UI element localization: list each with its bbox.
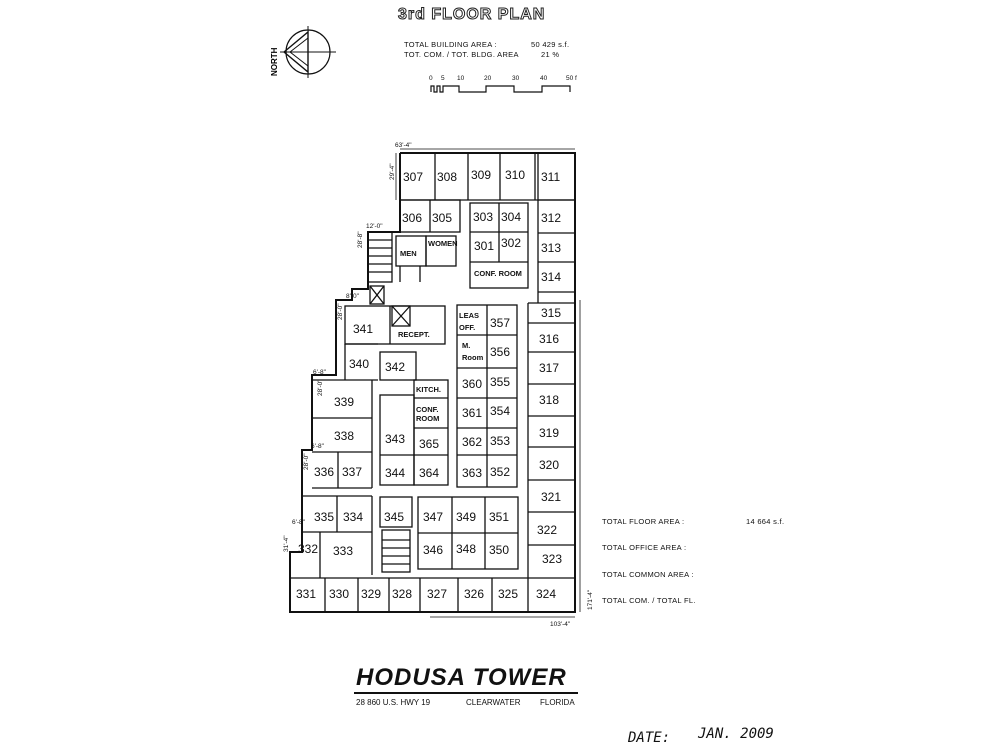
room-342: 342: [385, 360, 406, 374]
summary-label-floor-area: TOTAL FLOOR AREA :: [602, 517, 685, 526]
dim-6: 6'-8": [313, 369, 326, 376]
room-317: 317: [539, 361, 560, 375]
dim-bottom: 103'-4": [550, 621, 571, 628]
room-309: 309: [471, 168, 492, 182]
building-name: HODUSA TOWER: [356, 664, 567, 691]
room-329: 329: [361, 587, 382, 601]
label-men: MEN: [400, 249, 417, 258]
room-301: 301: [474, 239, 495, 253]
room-360: 360: [462, 377, 483, 391]
room-356: 356: [490, 345, 511, 359]
room-318: 318: [539, 393, 560, 407]
stat-label-building-area: TOTAL BUILDING AREA :: [404, 40, 497, 49]
summary-value-floor-area: 14 664 s.f.: [746, 517, 785, 526]
room-337: 337: [342, 465, 363, 479]
scale-tick-40: 40: [540, 75, 548, 82]
stat-label-com-ratio: TOT. COM. / TOT. BLDG. AREA: [404, 50, 519, 59]
dim-8: 6'-8": [311, 443, 324, 450]
room-347: 347: [423, 510, 444, 524]
room-326: 326: [464, 587, 485, 601]
room-302: 302: [501, 236, 522, 250]
room-362: 362: [462, 435, 483, 449]
room-365: 365: [419, 437, 440, 451]
room-308: 308: [437, 170, 458, 184]
room-331: 331: [296, 587, 317, 601]
scale-tick-0: 0: [429, 75, 433, 82]
room-340: 340: [349, 357, 370, 371]
dim-9: 28'-0": [303, 453, 310, 470]
room-349: 349: [456, 510, 477, 524]
room-312: 312: [541, 211, 562, 225]
label-m-1: M.: [462, 341, 471, 350]
label-conf-1: CONF.: [416, 405, 439, 414]
room-306: 306: [402, 211, 423, 225]
scale-tick-10: 10: [457, 75, 465, 82]
room-325: 325: [498, 587, 519, 601]
date-value: JAN. 2009: [698, 726, 774, 742]
room-314: 314: [541, 270, 562, 284]
room-339: 339: [334, 395, 355, 409]
title-underline: [354, 692, 578, 694]
room-330: 330: [329, 587, 350, 601]
room-335: 335: [314, 510, 335, 524]
room-346: 346: [423, 543, 444, 557]
dim-right: 171'-4": [587, 589, 594, 610]
room-348: 348: [456, 542, 477, 556]
room-324: 324: [536, 587, 557, 601]
room-323: 323: [542, 552, 563, 566]
room-357: 357: [490, 316, 511, 330]
label-leas-1: LEAS: [459, 311, 480, 320]
room-304: 304: [501, 210, 522, 224]
label-kitch: KITCH.: [416, 385, 441, 394]
dim-1: 29'-4": [389, 163, 396, 180]
room-319: 319: [539, 426, 560, 440]
room-334: 334: [343, 510, 364, 524]
plan-title: 3rd FLOOR PLAN: [398, 6, 546, 23]
north-label: NORTH: [270, 47, 279, 76]
room-316: 316: [539, 332, 560, 346]
room-333: 333: [333, 544, 354, 558]
room-345: 345: [384, 510, 405, 524]
summary-label-common-area: TOTAL COMMON AREA :: [602, 570, 694, 579]
room-352: 352: [490, 465, 511, 479]
room-320: 320: [539, 458, 560, 472]
state: FLORIDA: [540, 698, 575, 707]
room-343: 343: [385, 432, 406, 446]
room-344: 344: [385, 466, 406, 480]
room-353: 353: [490, 434, 511, 448]
date-label: DATE:: [628, 730, 671, 746]
scale-tick-30: 30: [512, 75, 520, 82]
label-conf-2: ROOM: [416, 414, 440, 423]
summary-label-com-ratio: TOTAL COM. / TOTAL FL.: [602, 596, 696, 605]
room-341: 341: [353, 322, 374, 336]
address: 28 860 U.S. HWY 19: [356, 698, 431, 707]
stat-value-building-area: 50 429 s.f.: [531, 40, 570, 49]
dim-4: 8'-0": [346, 293, 359, 300]
room-364: 364: [419, 466, 440, 480]
room-354: 354: [490, 404, 511, 418]
room-336: 336: [314, 465, 335, 479]
room-310: 310: [505, 168, 526, 182]
room-305: 305: [432, 211, 453, 225]
scale-tick-20: 20: [484, 75, 492, 82]
stat-value-com-ratio: 21 %: [541, 50, 560, 59]
room-351: 351: [489, 510, 510, 524]
room-303: 303: [473, 210, 494, 224]
scale-tick-5: 5: [441, 75, 445, 82]
summary-label-office-area: TOTAL OFFICE AREA :: [602, 543, 687, 552]
room-307: 307: [403, 170, 424, 184]
dim-7: 28'-0": [317, 379, 324, 396]
room-322: 322: [537, 523, 558, 537]
dim-2: 12'-0": [366, 223, 383, 230]
dim-10: 6'-8": [292, 519, 305, 526]
label-conf-room-top: CONF. ROOM: [474, 269, 522, 278]
room-363: 363: [462, 466, 483, 480]
room-338: 338: [334, 429, 355, 443]
room-332: 332: [298, 542, 319, 556]
room-361: 361: [462, 406, 483, 420]
room-350: 350: [489, 543, 510, 557]
dim-3: 28'-8": [357, 231, 364, 248]
label-leas-2: OFF.: [459, 323, 476, 332]
dim-top: 63'-4": [395, 142, 412, 149]
dim-5: 28'-0": [337, 303, 344, 320]
label-women: WOMEN: [428, 239, 458, 248]
room-311: 311: [541, 170, 561, 184]
scale-tick-50: 50 f: [566, 75, 577, 82]
room-313: 313: [541, 241, 562, 255]
room-355: 355: [490, 375, 511, 389]
room-328: 328: [392, 587, 413, 601]
label-m-2: Room: [462, 353, 484, 362]
room-321: 321: [541, 490, 562, 504]
dim-11: 31'-4": [283, 535, 290, 552]
room-327: 327: [427, 587, 448, 601]
room-315: 315: [541, 306, 562, 320]
city: CLEARWATER: [466, 698, 521, 707]
label-recept: RECEPT.: [398, 330, 430, 339]
